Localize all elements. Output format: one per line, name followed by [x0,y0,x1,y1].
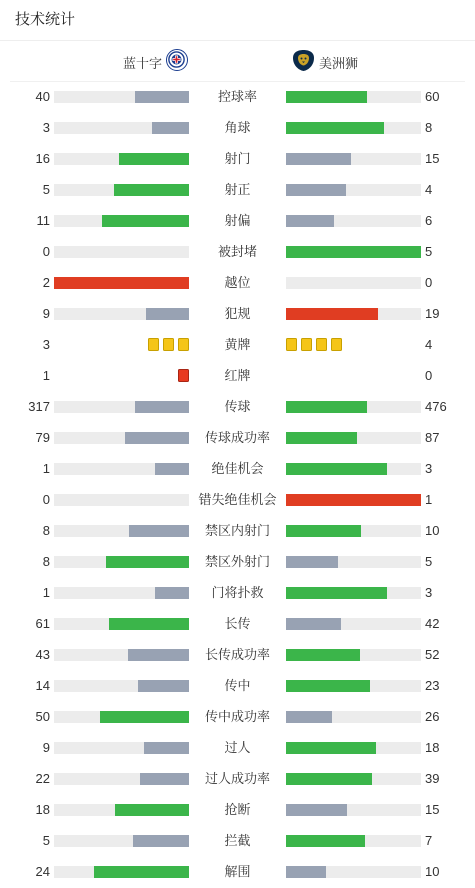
stat-label: 传中 [224,678,251,693]
away-stat-value: 5 [425,554,433,569]
home-stat-bar-fill [114,184,189,196]
home-stat-bar-fill [140,773,189,785]
away-stat-value: 1 [425,492,433,507]
stat-row [0,577,475,608]
yellow-card-icon [178,338,189,351]
home-stat-bar [54,494,189,506]
stat-label: 长传 [224,616,251,631]
away-stat-value: 52 [425,647,440,662]
away-stat-value: 60 [425,89,440,104]
away-stat-bar-fill [286,494,421,506]
stat-row [0,546,475,577]
home-stat-value: 22 [35,771,50,786]
away-stat-bar [286,742,421,754]
home-stat-value: 2 [42,275,50,290]
stat-label: 传球 [224,399,251,414]
home-stat-bar [54,432,189,444]
home-stat-value: 0 [42,244,50,259]
stat-label: 解围 [224,864,251,879]
home-stat-value: 1 [42,585,50,600]
away-stat-value: 10 [425,864,440,879]
stat-label: 射门 [224,151,251,166]
home-stat-value: 40 [35,89,50,104]
home-stat-value: 317 [28,399,50,414]
away-stat-bar [286,680,421,692]
away-stat-bar [286,122,421,134]
yellow-card-icon [301,338,312,351]
home-stat-bar-fill [119,153,189,165]
away-stat-value: 6 [425,213,433,228]
away-stat-value: 87 [425,430,440,445]
home-stat-bar-fill [115,804,189,816]
away-stat-bar-fill [286,587,387,599]
home-stat-value: 11 [36,213,50,228]
away-stat-value: 26 [425,709,440,724]
home-stat-bar [54,587,189,599]
away-stat-value: 15 [425,151,440,166]
away-stat-bar [286,215,421,227]
yellow-card-icon [286,338,297,351]
home-stat-bar-fill [144,742,189,754]
home-stat-value: 1 [42,461,50,476]
home-stat-bar [54,308,189,320]
home-stat-value: 24 [35,864,50,879]
away-stat-value: 4 [425,337,433,352]
stat-row [0,174,475,205]
stat-label: 禁区外射门 [204,554,270,569]
stat-row [0,143,475,174]
home-stat-value: 79 [35,430,50,445]
stat-row [0,825,475,856]
stat-label: 控球率 [217,89,257,104]
away-stat-bar [286,277,421,289]
stat-row [0,360,475,391]
home-team-logo-icon [166,49,188,71]
away-stat-bar-fill [286,184,346,196]
home-stat-bar [54,742,189,754]
home-stat-bar-fill [54,277,189,289]
away-stat-value: 23 [425,678,440,693]
home-stat-value: 3 [42,337,50,352]
away-stat-value: 3 [425,585,433,600]
away-stat-bar [286,525,421,537]
away-stat-bar-fill [286,246,421,258]
stat-label: 被封堵 [217,244,257,259]
home-stat-value: 16 [35,151,50,166]
stat-row [0,112,475,143]
away-stat-value: 5 [425,244,433,259]
away-stat-bar-fill [286,525,361,537]
home-stat-bar [54,277,189,289]
stat-label: 过人成功率 [204,771,270,786]
home-stat-bar [54,866,189,878]
away-stat-bar-fill [286,91,367,103]
stat-label: 传球成功率 [204,430,270,445]
home-stat-value: 1 [42,368,50,383]
home-stat-bar-fill [152,122,189,134]
away-stat-value: 0 [425,368,433,383]
home-cards [148,338,189,351]
page-title: 技术统计 [15,11,76,28]
away-cards [286,338,342,351]
away-stat-bar-fill [286,463,387,475]
away-stat-bar-fill [286,432,357,444]
home-stat-bar-fill [135,401,189,413]
stat-row [0,236,475,267]
away-stat-bar-fill [286,866,326,878]
stat-row [0,794,475,825]
header-divider [0,40,475,41]
away-stat-bar [286,866,421,878]
away-stat-bar-fill [286,153,351,165]
away-stat-bar [286,494,421,506]
away-stat-bar [286,618,421,630]
stat-label: 角球 [224,120,251,135]
away-stat-bar-fill [286,680,370,692]
stat-label: 过人 [224,740,251,755]
home-stat-bar-fill [146,308,189,320]
yellow-card-icon [331,338,342,351]
away-stat-bar-fill [286,711,332,723]
home-stat-bar [54,618,189,630]
stat-row [0,205,475,236]
away-stat-bar [286,649,421,661]
stat-row [0,484,475,515]
home-stat-bar-fill [128,649,189,661]
home-stat-bar [54,680,189,692]
stat-label: 绝佳机会 [211,461,264,476]
stat-label: 红牌 [224,368,251,383]
stat-row [0,298,475,329]
away-stat-value: 19 [425,306,440,321]
home-cards [178,369,189,382]
stat-label: 拦截 [224,833,251,848]
away-stat-bar [286,401,421,413]
home-stat-value: 8 [42,554,50,569]
home-stat-value: 9 [42,740,50,755]
away-team-name: 美洲狮 [319,56,359,71]
stat-row [0,391,475,422]
home-stat-bar-fill [102,215,189,227]
home-stat-bar-fill [100,711,189,723]
home-team-name: 蓝十字 [122,56,162,71]
away-stat-bar-fill [286,122,384,134]
away-stat-bar-fill [286,215,334,227]
stat-label: 禁区内射门 [204,523,270,538]
away-stat-bar [286,556,421,568]
home-stat-bar [54,525,189,537]
away-stat-bar [286,711,421,723]
home-stat-bar [54,711,189,723]
home-stat-value: 14 [35,678,50,693]
away-stat-bar [286,153,421,165]
stat-label: 射正 [224,182,251,197]
home-stat-bar [54,649,189,661]
away-stat-value: 8 [425,120,433,135]
home-stat-bar [54,153,189,165]
away-stat-bar [286,246,421,258]
away-stat-value: 39 [425,771,440,786]
stat-row [0,81,475,112]
home-stat-bar [54,463,189,475]
home-stat-value: 8 [42,523,50,538]
away-stat-bar [286,804,421,816]
home-stat-bar [54,215,189,227]
away-stat-bar-fill [286,401,367,413]
away-stat-value: 7 [425,833,433,848]
home-stat-bar [54,122,189,134]
away-stat-bar [286,184,421,196]
home-stat-bar [54,401,189,413]
away-stat-bar-fill [286,835,365,847]
stat-row [0,267,475,298]
stat-row [0,763,475,794]
stats-list [0,81,475,887]
home-stat-bar [54,91,189,103]
home-stat-value: 61 [35,616,50,631]
away-stat-value: 3 [425,461,433,476]
away-stat-bar [286,587,421,599]
stat-row [0,329,475,360]
home-stat-bar-fill [106,556,189,568]
away-stat-bar-fill [286,773,372,785]
yellow-card-icon [163,338,174,351]
stat-row [0,856,475,887]
away-stat-bar-fill [286,649,360,661]
away-stat-bar [286,308,421,320]
away-stat-bar-fill [286,804,347,816]
home-stat-bar-fill [135,91,189,103]
stat-row [0,732,475,763]
home-stat-bar-fill [138,680,189,692]
home-stat-bar [54,773,189,785]
away-stat-bar-fill [286,556,338,568]
away-stat-value: 18 [425,740,440,755]
home-stat-bar [54,184,189,196]
home-stat-bar [54,556,189,568]
home-stat-bar-fill [133,835,189,847]
stat-label: 门将扑救 [211,585,264,600]
away-stat-bar [286,463,421,475]
away-stat-value: 10 [425,523,440,538]
home-stat-bar-fill [94,866,189,878]
stat-row [0,639,475,670]
away-stat-value: 0 [425,275,433,290]
home-stat-bar-fill [109,618,189,630]
home-stat-value: 9 [42,306,50,321]
away-stat-value: 42 [425,616,440,631]
stat-row [0,453,475,484]
stat-label: 射偏 [224,213,251,228]
away-stat-bar-fill [286,308,378,320]
away-stat-bar [286,835,421,847]
home-stat-value: 50 [35,709,50,724]
home-stat-bar [54,246,189,258]
home-stat-bar-fill [129,525,189,537]
home-stat-value: 5 [42,833,50,848]
stat-label: 犯规 [224,306,251,321]
stat-label: 长传成功率 [204,647,270,662]
yellow-card-icon [316,338,327,351]
stat-row [0,608,475,639]
stat-row [0,422,475,453]
stat-row [0,670,475,701]
stat-label: 错失绝佳机会 [198,492,277,507]
stat-row [0,701,475,732]
away-team-logo-icon [291,48,316,73]
stat-label: 越位 [224,275,251,290]
stat-row [0,515,475,546]
home-stat-bar-fill [155,463,189,475]
away-stat-value: 15 [425,802,440,817]
home-stat-bar-fill [155,587,189,599]
home-stat-bar-fill [125,432,189,444]
home-stat-value: 5 [42,182,50,197]
away-stat-value: 476 [425,399,447,414]
home-stat-bar [54,804,189,816]
home-stat-value: 3 [42,120,50,135]
away-stat-bar [286,432,421,444]
stat-label: 抢断 [224,802,251,817]
teams-header [0,46,475,76]
away-stat-bar-fill [286,742,376,754]
home-stat-value: 0 [42,492,50,507]
stat-label: 传中成功率 [204,709,270,724]
red-card-icon [178,369,189,382]
away-stat-bar-fill [286,618,341,630]
away-stat-value: 4 [425,182,433,197]
away-stat-bar [286,773,421,785]
home-stat-value: 18 [35,802,50,817]
stat-label: 黄牌 [224,337,251,352]
home-stat-value: 43 [35,647,50,662]
away-stat-bar [286,91,421,103]
home-stat-bar [54,835,189,847]
yellow-card-icon [148,338,159,351]
